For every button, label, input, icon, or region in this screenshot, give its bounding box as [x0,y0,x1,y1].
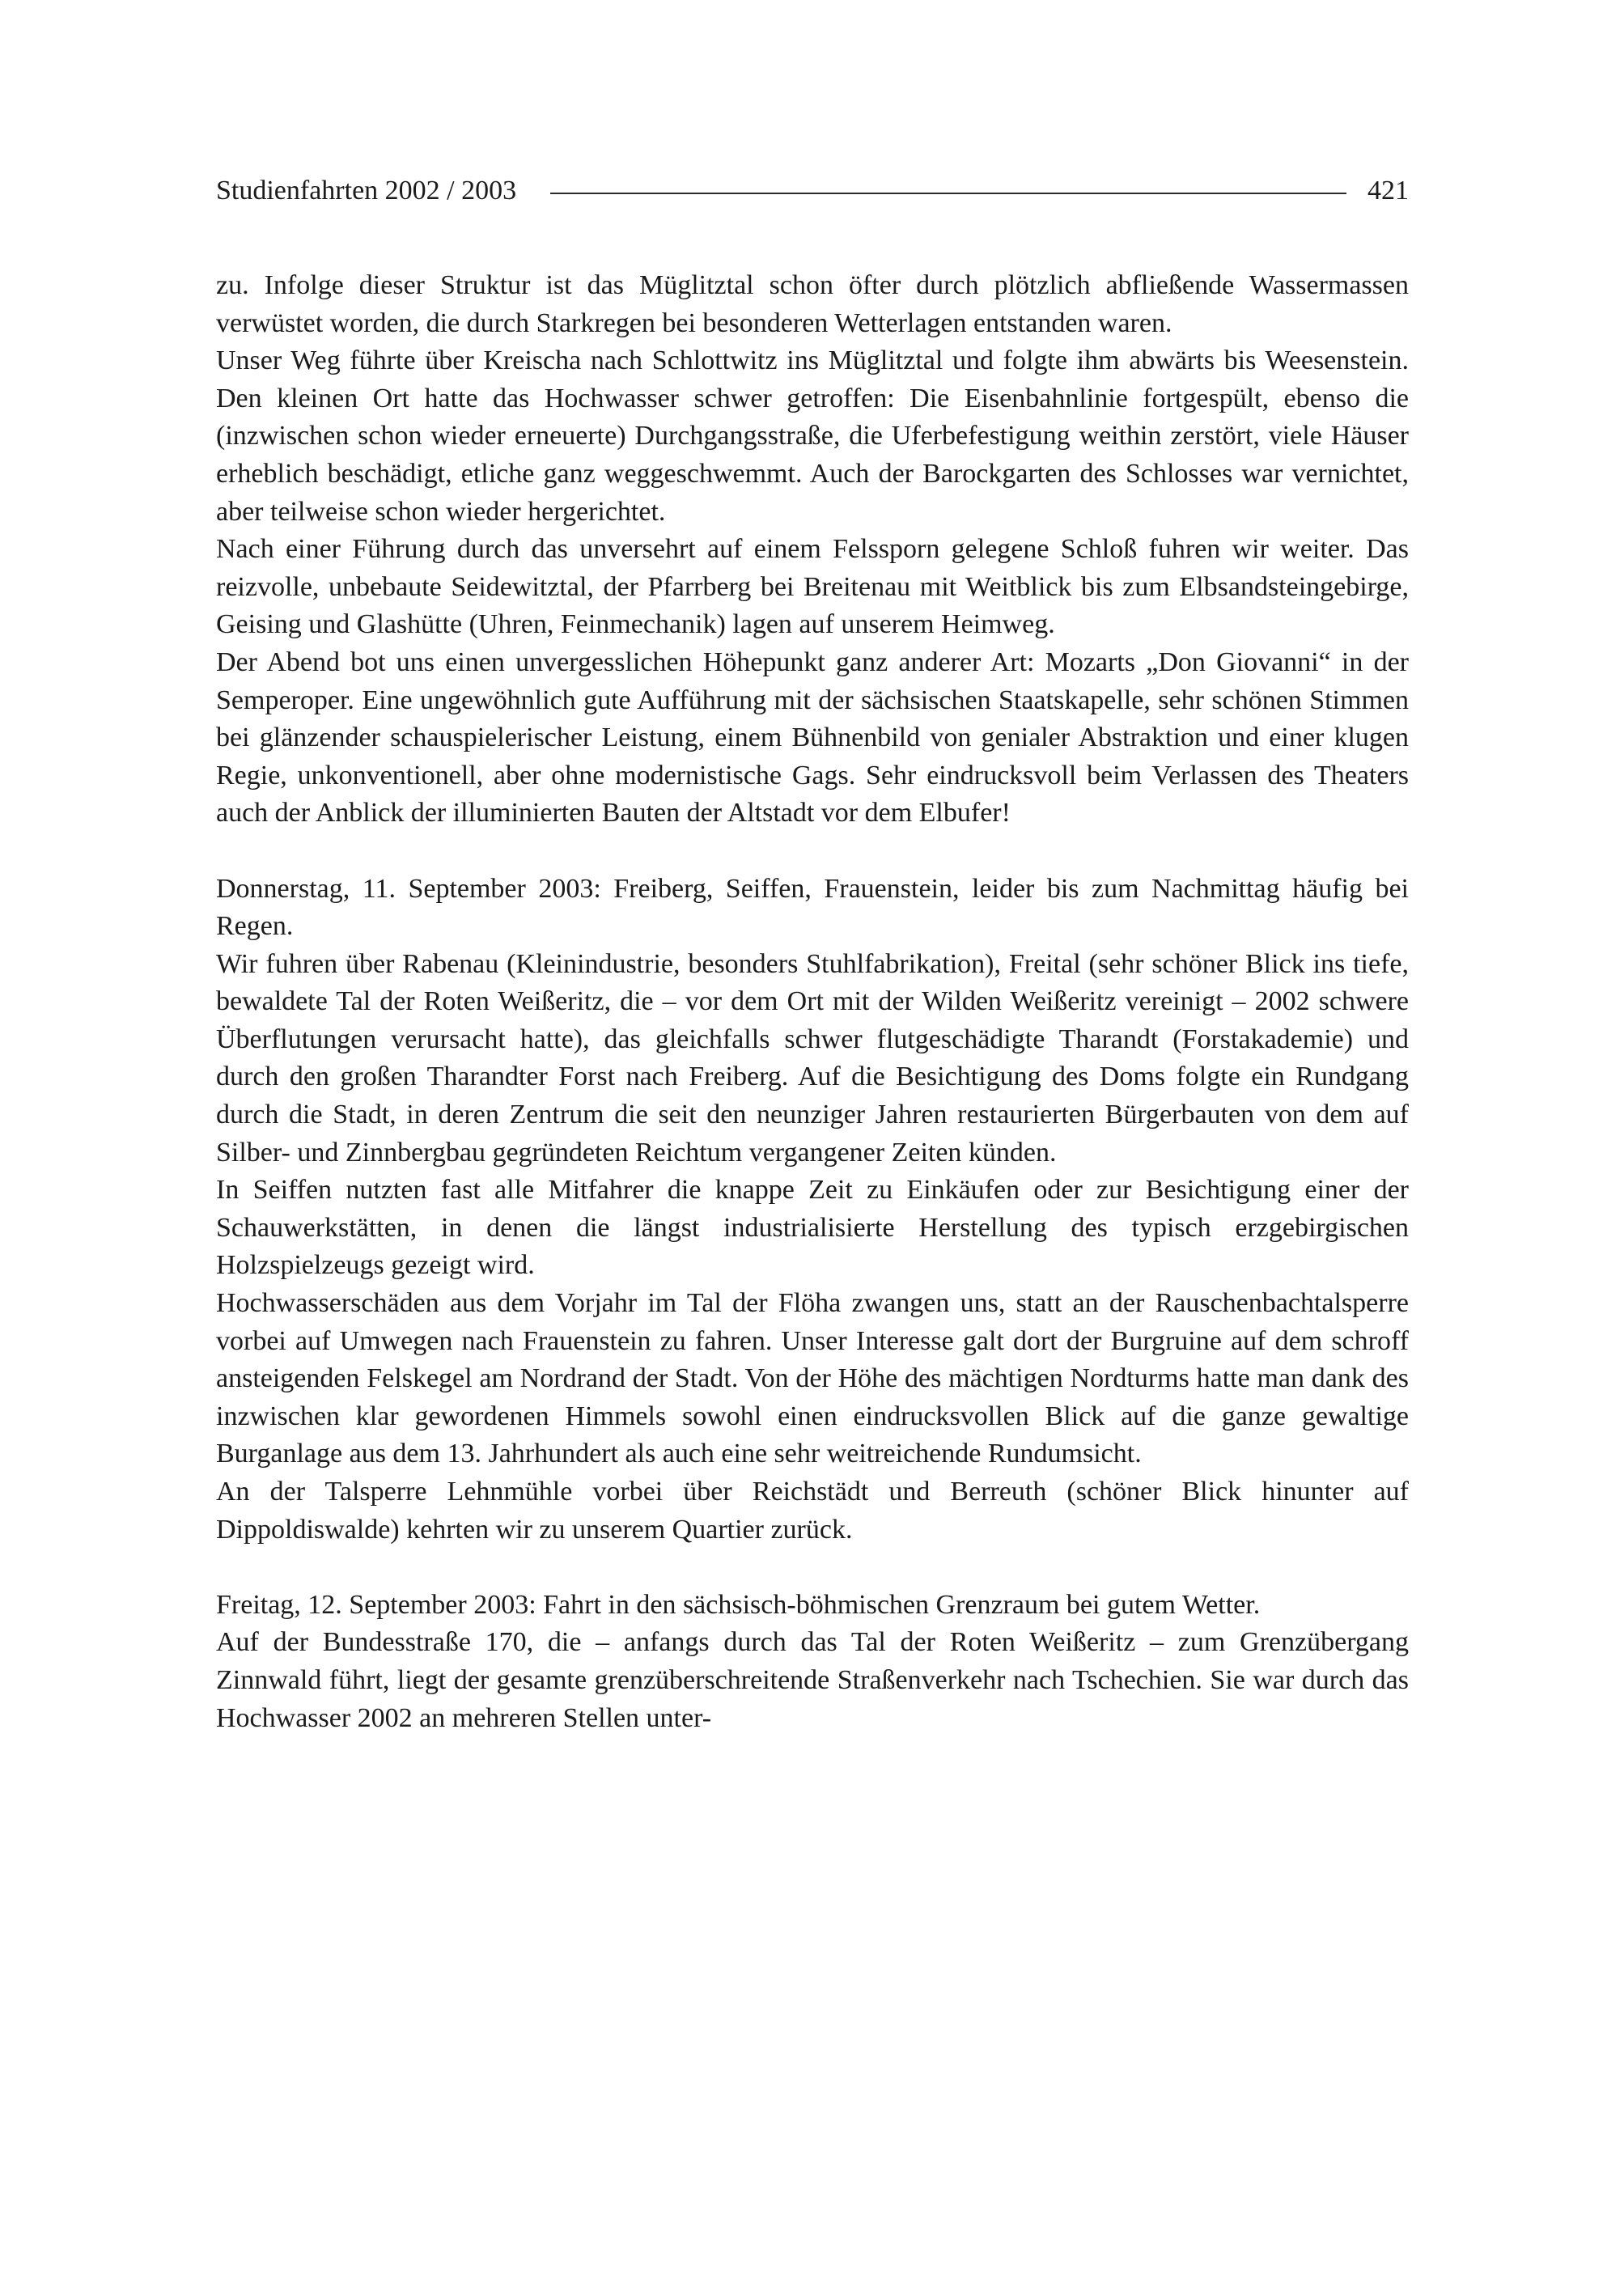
running-head [216,172,1409,210]
day-heading-paragraph: Freitag, 12. September 2003: Fahrt in den sächsisch-böhmischen Grenzraum bei gutem Wetter. [216,1589,1261,1620]
paragraph: Auf der Bundesstraße 170, die – anfangs durch das Tal der Roten Weißeritz – zum Grenzübergang Zinnwald führt, liegt der gesamte grenzüberschreitende Straßenverkehr nach Tschechien. Sie war durch das Hochwasser 2002 an mehreren Stellen unter- [216,1627,1409,1733]
paragraph: In Seiffen nutzten fast alle Mitfahrer die knappe Zeit zu Einkäufen oder zur Besichtigung einer der Schauwerkstätten, in denen die längst industrialisierte Herstellung des typisch erzgebirgischen Holzspielzeugs gezeigt wird. [216,1175,1409,1281]
day-heading-paragraph: Donnerstag, 11. September 2003: Freiberg, Seiffen, Frauenstein, leider bis zum Nachmittag häufig bei Regen. [216,873,1409,942]
body-text [216,267,1409,1737]
paragraph: Unser Weg führte über Kreischa nach Schlottwitz ins Müglitztal und folgte ihm abwärts bis Weesenstein. Den kleinen Ort hatte das Hochwasser schwer getroffen: Die Eisenbahnlinie fortgespült, ebenso die (inzwischen schon wieder erneuerte) Durchgangsstraße, die Uferbefestigung weithin zerstört, viele Häuser erheblich beschädigt, etliche ganz weggeschwemmt. Auch der Barockgarten des Schlosses war vernichtet, aber teilweise schon wieder hergerichtet. [216,345,1409,527]
paragraph: Wir fuhren über Rabenau (Kleinindustrie, besonders Stuhlfabrikation), Freital (sehr schöner Blick ins tiefe, bewaldete Tal der Roten Weißeritz, die – vor dem Ort mit der Wilden Weißeritz vereinigt – 2002 schwere Überflutungen verursacht hatte), das gleichfalls schwer flutgeschädigte Tharandt (Forstakademie) und durch den großen Tharandter Forst nach Freiberg. Auf die Besichtigung des Doms folgte ein Rundgang durch die Stadt, in deren Zentrum die seit den neunziger Jahren restaurierten Bürgerbauten von dem auf Silber- und Zinnbergbau gegründeten Reichtum vergangener Zeiten künden. [216,948,1409,1168]
paragraph: Nach einer Führung durch das unversehrt auf einem Felssporn gelegene Schloß fuhren wir weiter. Das reizvolle, unbebaute Seidewitztal, der Pfarrberg bei Breitenau mit Weitblick bis zum Elbsandsteingebirge, Geising und Glashütte (Uhren, Feinmechanik) lagen auf unserem Heimweg. [216,534,1409,640]
paragraph: zu. Infolge dieser Struktur ist das Müglitztal schon öfter durch plötzlich abfließende Wassermassen verwüstet worden, die durch Starkregen bei besonderen Wetterlagen entstanden waren. [216,270,1409,338]
paragraph: Der Abend bot uns einen unvergesslichen Höhepunkt ganz anderer Art: Mozarts „Don Giovanni“ in der Semperoper. Eine ungewöhnlich gute Aufführung mit der sächsischen Staatskapelle, sehr schönen Stimmen bei glänzender schauspielerischer Leistung, einem Bühnenbild von genialer Abstraktion und einer klugen Regie, unkonventionell, aber ohne modernistische Gags. Sehr eindrucksvoll beim Verlassen des Theaters auch der Anblick der illuminierten Bauten der Altstadt vor dem Elbufer! [216,646,1409,829]
header-rule [550,193,1346,194]
running-head-title: Studienfahrten 2002 / 2003 [216,176,517,206]
paragraph: An der Talsperre Lehnmühle vorbei über Reichstädt und Berreuth (schöner Blick hinunter auf Dippoldiswalde) kehrten wir zu unserem Quartier zurück. [216,1477,1409,1545]
paragraph: Hochwasserschäden aus dem Vorjahr im Tal der Flöha zwangen uns, statt an der Rauschenbachtalsperre vorbei auf Umwegen nach Frauenstein zu fahren. Unser Interesse galt dort der Burgruine auf dem schroff ansteigenden Felskegel am Nordrand der Stadt. Von der Höhe des mächtigen Nordturms hatte man dank des inzwischen klar gewordenen Himmels sowohl einen eindrucksvollen Blick auf die ganze gewaltige Burganlage aus dem 13. Jahrhundert als auch eine sehr weitreichende Rundumsicht. [216,1288,1409,1469]
page-number: 421 [1367,176,1409,206]
